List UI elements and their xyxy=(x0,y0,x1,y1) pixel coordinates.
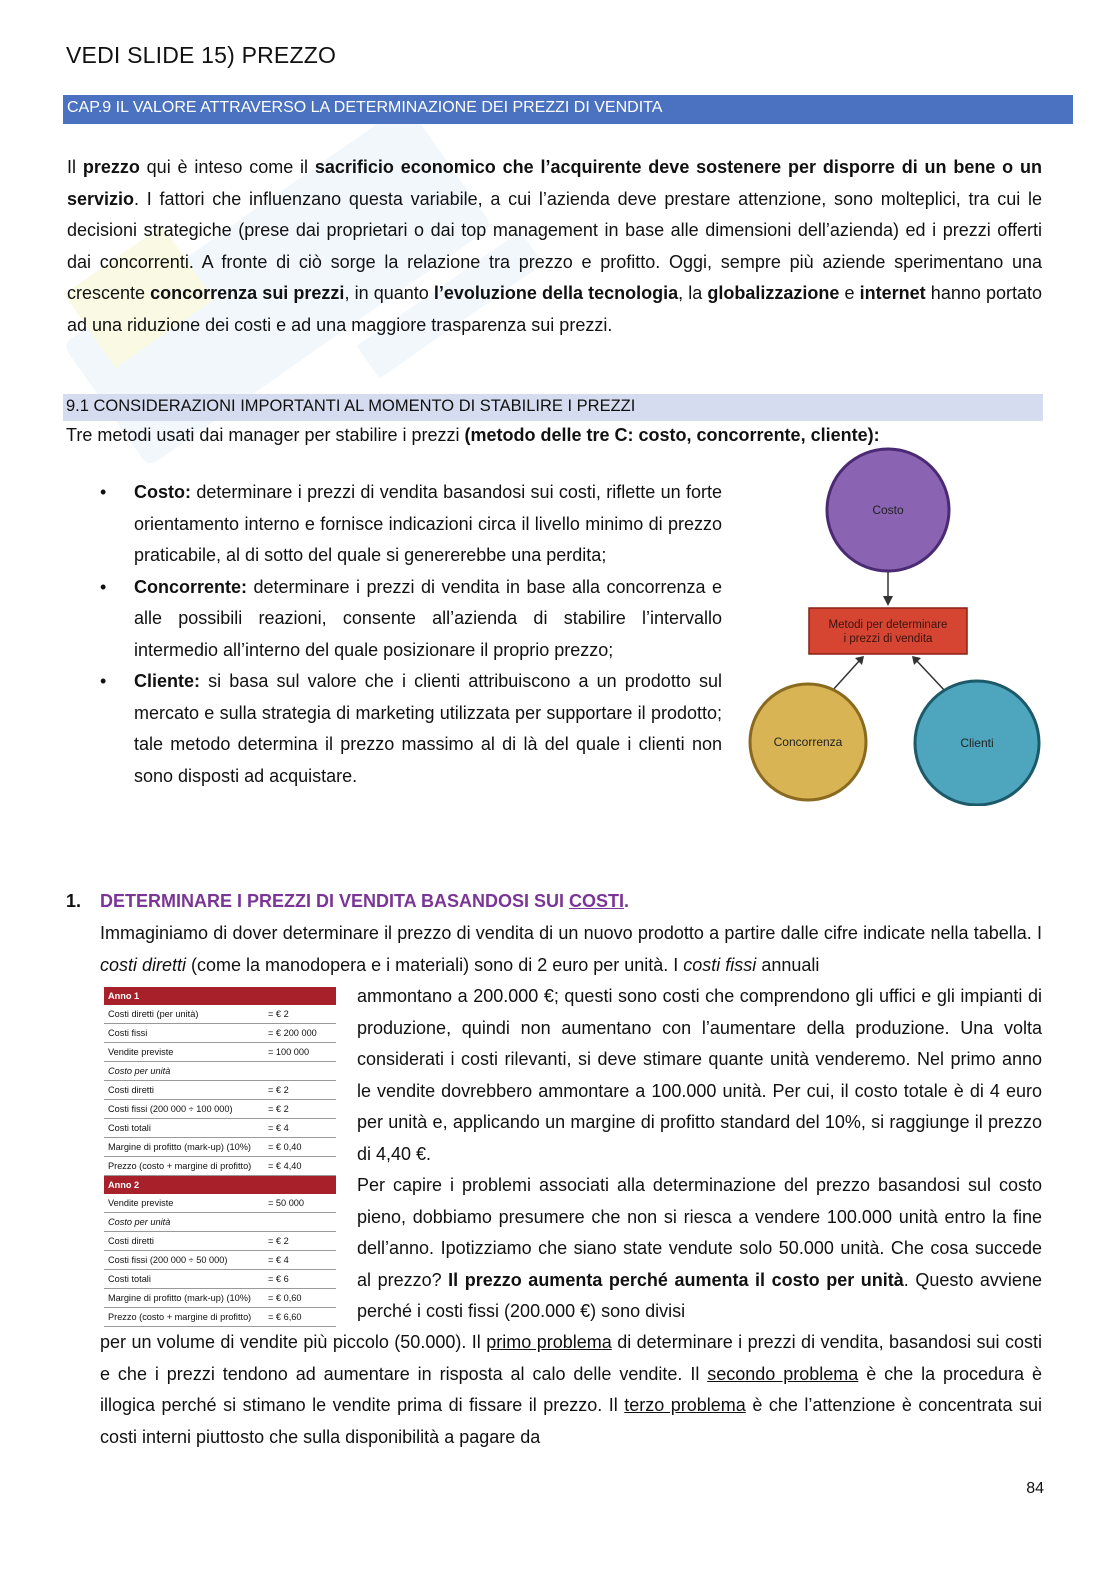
table-row xyxy=(104,1100,336,1119)
row-value: = € 4,40 xyxy=(264,1157,336,1176)
row-label: Costi totali xyxy=(104,1270,264,1289)
chapter-title: CAP.9 IL VALORE ATTRAVERSO LA DETERMINAZIONE DEI PREZZI DI VENDITA xyxy=(67,99,663,116)
table-row xyxy=(104,1138,336,1157)
table-row xyxy=(104,1081,336,1100)
row-label: Costo per unità xyxy=(104,1213,264,1232)
chapter-title-bar xyxy=(63,95,1073,124)
section-1-paragraph-2: ammontano a 200.000 €; questi sono costi che comprendono gli uffici e gli impianti di produzione, quindi non aumentano con l’aumentare della produzione. Una volta considerati i costi rilevanti, si deve stimare quante unità venderemo. Nel primo anno le vendite dovrebbero ammontare a 100.000 unità. Per cui, il costo totale è di 4 euro per unità e, applicando un margine di profitto standard del 10%, si raggiunge il prezzo di 4,40 €. xyxy=(357,986,1042,1164)
center-label-line2: i prezzi di vendita xyxy=(843,633,933,645)
section-1-paragraph-1: Immaginiamo di dover determinare il prezzo di vendita di un nuovo prodotto a partire dalle cifre indicate nella tabella. I costi diretti (come la manodopera e i materiali) sono di 2 euro per unità. I costi fissi annuali xyxy=(100,923,1042,975)
row-value: = € 0,60 xyxy=(264,1289,336,1308)
three-c-diagram xyxy=(744,446,1048,806)
intro-paragraph: Il prezzo qui è inteso come il sacrificio economico che l’acquirente deve sostenere per disporre di un bene o un servizio. I fattori che influenzano questa variabile, a cui l’azienda deve prestare attenzione, sono molteplici, tra cui le decisioni strategiche (prese dai proprietari o dai top management in base alle dimensioni dell’azienda) ed i prezzi offerti dai concorrenti. A fronte di ciò sorge la relazione tra prezzo e profitto. Oggi, sempre più aziende sperimentano una crescente concorrenza sui prezzi, in quanto l’evoluzione della tecnologia, la globalizzazione e internet hanno portato ad una riduzione dei costi e ad una maggiore trasparenza sui prezzi. xyxy=(67,157,1043,335)
table-row xyxy=(104,1251,336,1270)
section-1-paragraph-3: Per capire i problemi associati alla determinazione del prezzo basandosi sul costo pieno, dobbiamo presumere che non si riesca a vendere 100.000 unità entro la fine dell’anno. Ipotizziamo che siano state vendute solo 50.000 unità. Che cosa succede al prezzo? Il prezzo aumenta perché aumenta il costo per unità. Questo avviene perché i costi fissi (200.000 €) sono divisi xyxy=(357,1175,1042,1321)
costo-label: Costo xyxy=(872,503,904,517)
row-label: Prezzo (costo + margine di profitto) xyxy=(104,1157,264,1176)
row-label: Margine di profitto (mark-up) (10%) xyxy=(104,1138,264,1157)
row-label: Costo per unità xyxy=(104,1062,264,1081)
row-value: = € 4 xyxy=(264,1119,336,1138)
list-item: • Cliente: si basa sul valore che i clienti attribuiscono a un prodotto sul mercato e sulla strategia di marketing utilizzata per supportare il prodotto; tale metodo determina il prezzo massimo al di là del quale i clienti non sono disposti ad acquistare. xyxy=(100,666,722,792)
row-value: = € 4 xyxy=(264,1251,336,1270)
list-item: • Concorrente: determinare i prezzi di vendita in base alla concorrenza e alle possibili reazioni, consente all’azienda di stabilire l’intervallo intermedio all’interno del quale posizionare il proprio prezzo; xyxy=(100,572,722,667)
row-value xyxy=(264,1062,336,1081)
three-c-list xyxy=(100,477,722,792)
cost-table-wrap xyxy=(104,987,336,1327)
table-row xyxy=(104,1232,336,1251)
row-value: = € 2 xyxy=(264,1100,336,1119)
row-value: = € 2 xyxy=(264,1005,336,1024)
row-value xyxy=(264,1213,336,1232)
arrowhead-costo xyxy=(883,596,893,606)
table-row xyxy=(104,1270,336,1289)
row-value: = 50 000 xyxy=(264,1194,336,1213)
row-label: Costi diretti (per unità) xyxy=(104,1005,264,1024)
section-1-paragraph-4: per un volume di vendite più piccolo (50.000). Il primo problema di determinare i prezzi di vendita, basandosi sui costi e che i prezzi tendono ad aumentare in risposta al calo delle vendite. Il secondo problema è che la procedura è illogica perché si stimano le vendite prima di fissare il prezzo. Il terzo problema è che l’attenzione è concentrata sui costi interni piuttosto che sulla disponibilità a pagare da xyxy=(100,1332,1043,1447)
table-row xyxy=(104,1024,336,1043)
row-label: Prezzo (costo + margine di profitto) xyxy=(104,1308,264,1327)
clienti-label: Clienti xyxy=(960,736,994,750)
arrow-concorrenza xyxy=(832,660,860,691)
table-header-row xyxy=(104,987,336,1005)
row-value: = € 2 xyxy=(264,1232,336,1251)
cost-table xyxy=(104,987,336,1327)
page-number: 84 xyxy=(1026,1480,1044,1497)
row-label: Costi fissi xyxy=(104,1024,264,1043)
row-value: = € 2 xyxy=(264,1081,336,1100)
section-9-1-bar xyxy=(63,394,1043,421)
row-value: = € 6,60 xyxy=(264,1308,336,1327)
concorrenza-label: Concorrenza xyxy=(773,735,843,749)
row-label: Costi diretti xyxy=(104,1081,264,1100)
row-label: Costi totali xyxy=(104,1119,264,1138)
table-row xyxy=(104,1062,336,1081)
row-value: = € 200 000 xyxy=(264,1024,336,1043)
center-label-line1: Metodi per determinare xyxy=(828,619,948,631)
table-row xyxy=(104,1119,336,1138)
row-label: Margine di profitto (mark-up) (10%) xyxy=(104,1289,264,1308)
section-9-1-title: 9.1 CONSIDERAZIONI IMPORTANTI AL MOMENTO DI STABILIRE I PREZZI xyxy=(66,397,636,415)
center-box xyxy=(809,608,967,654)
table-row xyxy=(104,1194,336,1213)
row-label: Vendite previste xyxy=(104,1194,264,1213)
row-label: Costi diretti xyxy=(104,1232,264,1251)
table-row xyxy=(104,1213,336,1232)
table-row xyxy=(104,1043,336,1062)
table-row xyxy=(104,1289,336,1308)
row-value: = 100 000 xyxy=(264,1043,336,1062)
table-row xyxy=(104,1308,336,1327)
year-header: Anno 1 xyxy=(104,987,336,1005)
table-header-row xyxy=(104,1176,336,1195)
list-item: • Costo: determinare i prezzi di vendita basandosi sui costi, riflette un forte orientamento interno e fornisce indicazioni circa il livello minimo di prezzo praticabile, al di sotto del quale si genererebbe una perdita; xyxy=(100,477,722,572)
table-row xyxy=(104,1157,336,1176)
page-top-title: VEDI SLIDE 15) PREZZO xyxy=(66,42,337,68)
row-label: Vendite previste xyxy=(104,1043,264,1062)
row-label: Costi fissi (200 000 ÷ 100 000) xyxy=(104,1100,264,1119)
year-header: Anno 2 xyxy=(104,1176,336,1195)
table-row xyxy=(104,1005,336,1024)
section-9-1-lead: Tre metodi usati dai manager per stabilire i prezzi (metodo delle tre C: costo, concorrente, cliente): xyxy=(66,425,880,445)
row-label: Costi fissi (200 000 ÷ 50 000) xyxy=(104,1251,264,1270)
row-value: = € 6 xyxy=(264,1270,336,1289)
row-value: = € 0,40 xyxy=(264,1138,336,1157)
section-1-heading: 1. DETERMINARE I PREZZI DI VENDITA BASANDOSI SUI COSTI. xyxy=(66,891,630,911)
arrow-clienti xyxy=(916,660,946,692)
